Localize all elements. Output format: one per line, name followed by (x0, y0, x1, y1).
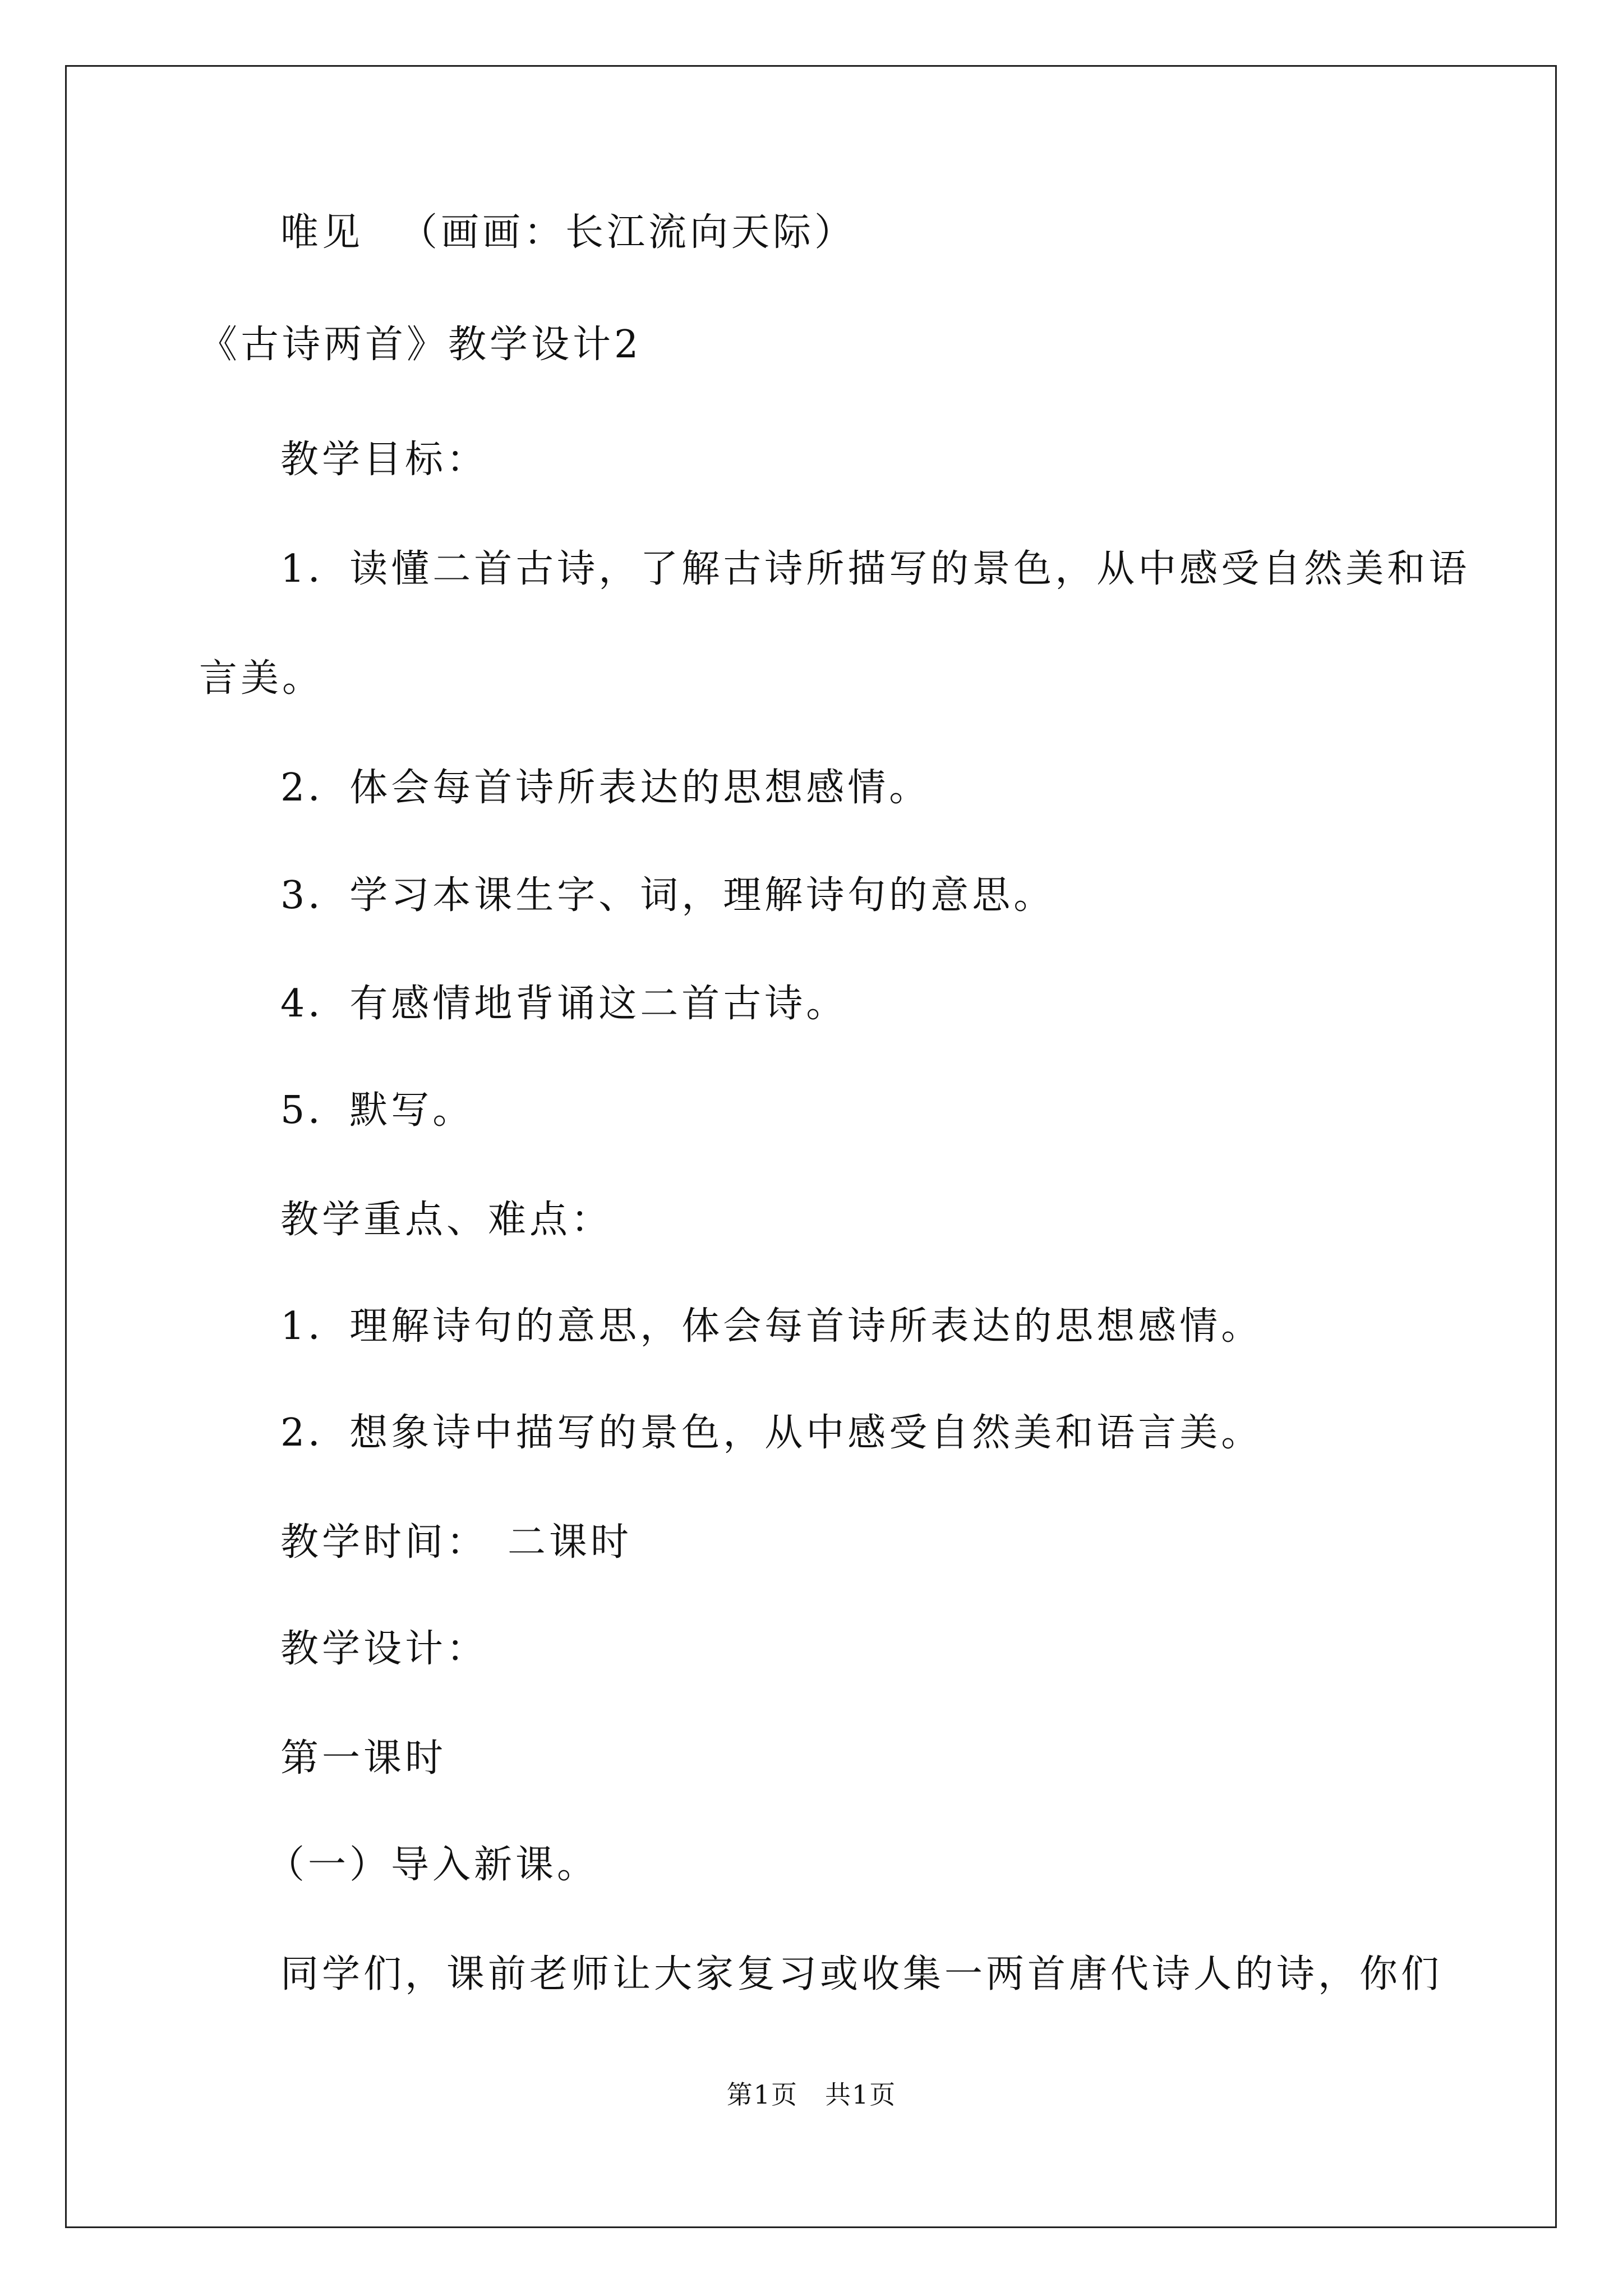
section-heading: 教学目标： (280, 438, 488, 482)
section-heading: 教学时间： (280, 1520, 488, 1565)
text-line: 言美。 (199, 656, 324, 701)
section-heading: 教学重点、难点： (280, 1198, 613, 1242)
text-line: 同学们，课前老师让大家复习或收集一两首唐代诗人的诗，你们 (280, 1952, 1443, 1996)
section-heading: 第一课时 (280, 1736, 447, 1780)
text-line: 4．有感情地背诵这二首古诗。 (280, 982, 848, 1026)
page-footer: 第1页 共1页 (726, 2079, 897, 2110)
text-line: 1．理解诗句的意思，体会每首诗所表达的思想感情。 (280, 1304, 1263, 1349)
section-heading: 教学设计： (280, 1627, 488, 1671)
text-line: 5．默写。 (280, 1088, 474, 1133)
text-line: 1．读懂二首古诗，了解古诗所描写的景色，从中感受自然美和语 (280, 547, 1470, 591)
document-title: 《古诗两首》教学设计2 (199, 323, 642, 367)
page-border (65, 65, 1557, 2228)
text-line: 2．想象诗中描写的景色，从中感受自然美和语言美。 (280, 1411, 1263, 1455)
text-line: 3．学习本课生字、词，理解诗句的意思。 (280, 873, 1055, 918)
section-heading: （一）导入新课。 (266, 1843, 599, 1887)
text-line: 唯见 (280, 210, 364, 255)
text-line: 二课时 (508, 1520, 633, 1565)
text-line: （画画：长江流向天际） (399, 210, 856, 255)
text-line: 2．体会每首诗所表达的思想感情。 (280, 766, 931, 810)
